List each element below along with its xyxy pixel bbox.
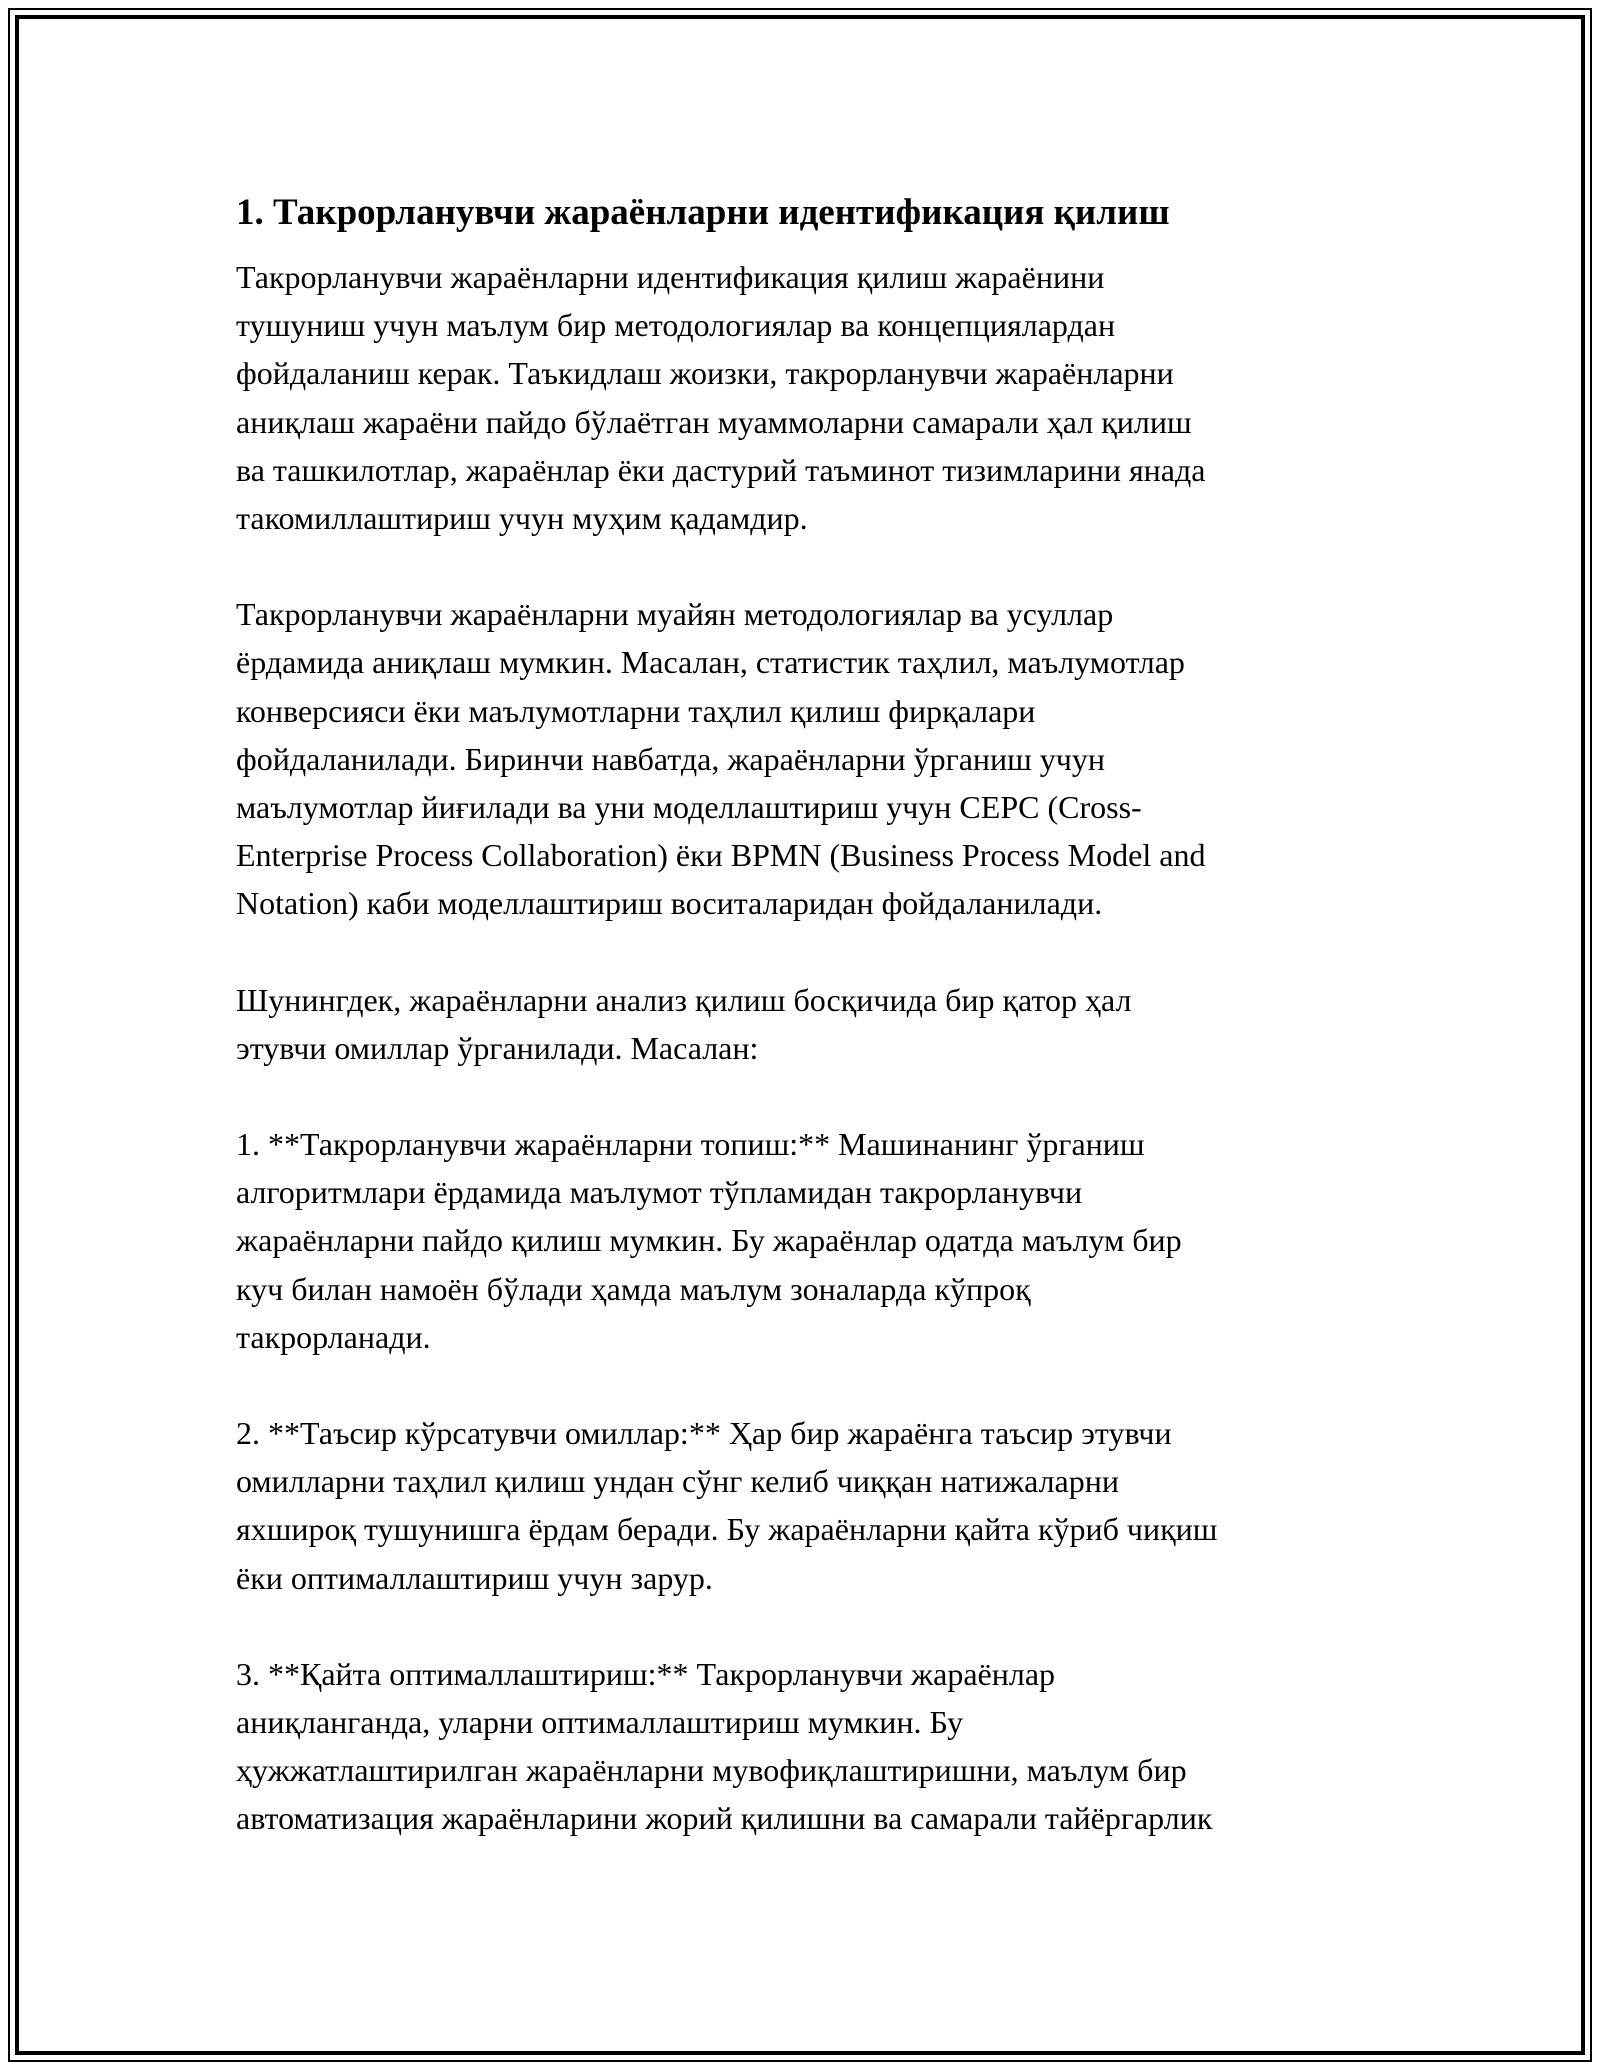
section-heading: 1. Такрорланувчи жараёнларни идентификация қилиш [236,192,1170,233]
list-item-reoptimization: 3. **Қайта оптималлаштириш:** Такрорланувчи жараёнлар аниқланганда, уларни оптималлаштириш мумкин. Бу ҳужжатлаштирилган жараёнларни мувофиқлаштиришни, маълум бир автоматизация жараёнларини жорий қилишни ва самарали тайёргарлик [236,1655,1213,1837]
list-item-influencing-factors: 2. **Таъсир кўрсатувчи омиллар:** Ҳар бир жараёнга таъсир этувчи омилларни таҳлил қилиш ундан сўнг келиб чиққан натижаларни яхшироқ тушунишга ёрдам беради. Бу жараёнларни қайта кўриб чиқиш ёки оптималлаштириш учун зарур. [236,1415,1218,1596]
paragraph-intro: Такрорланувчи жараёнларни идентификация қилиш жараёнини тушуниш учун маълум бир методологиялар ва концепциялардан фойдаланиш керак. Таъкидлаш жоизки, такрорланувчи жараёнларни аниқлаш жараёни пайдо бўлаётган муаммоларни самарали ҳал қилиш ва ташкилотлар, жараёнлар ёки дастурий таъминот тизимларини янада такомиллаштириш учун муҳим қадамдир. [236,259,1206,537]
paragraph-factors-intro: Шунингдек, жараёнларни анализ қилиш босқичида бир қатор ҳал этувчи омиллар ўрганилади. Масалан: [236,981,1132,1066]
paragraph-methods: Такрорланувчи жараёнларни муайян методологиялар ва усуллар ёрдамида аниқлаш мумкин. Масалан, статистик таҳлил, маълумотлар конверсияси ёки маълумотларни таҳлил қилиш фирқалари фойдаланилади. Биринчи навбатда, жараёнларни ўрганиш учун маълумотлар йиғилади ва уни моделлаштириш учун CEPC (Cross- Enterprise Process Collaboration) ёки BPMN (Business Process Model and Notation) каби моделлаштириш воситаларидан фойдаланилади. [236,596,1206,922]
list-item-finding-processes: 1. **Такрорланувчи жараёнларни топиш:** Машинанинг ўрганиш алгоритмлари ёрдамида маълумот тўпламидан такрорланувчи жараёнларни пайдо қилиш мумкин. Бу жараёнлар одатда маълум бир куч билан намоён бўлади ҳамда маълум зоналарда кўпроқ такрорланади. [236,1126,1182,1355]
document-body [236,185,1366,1843]
